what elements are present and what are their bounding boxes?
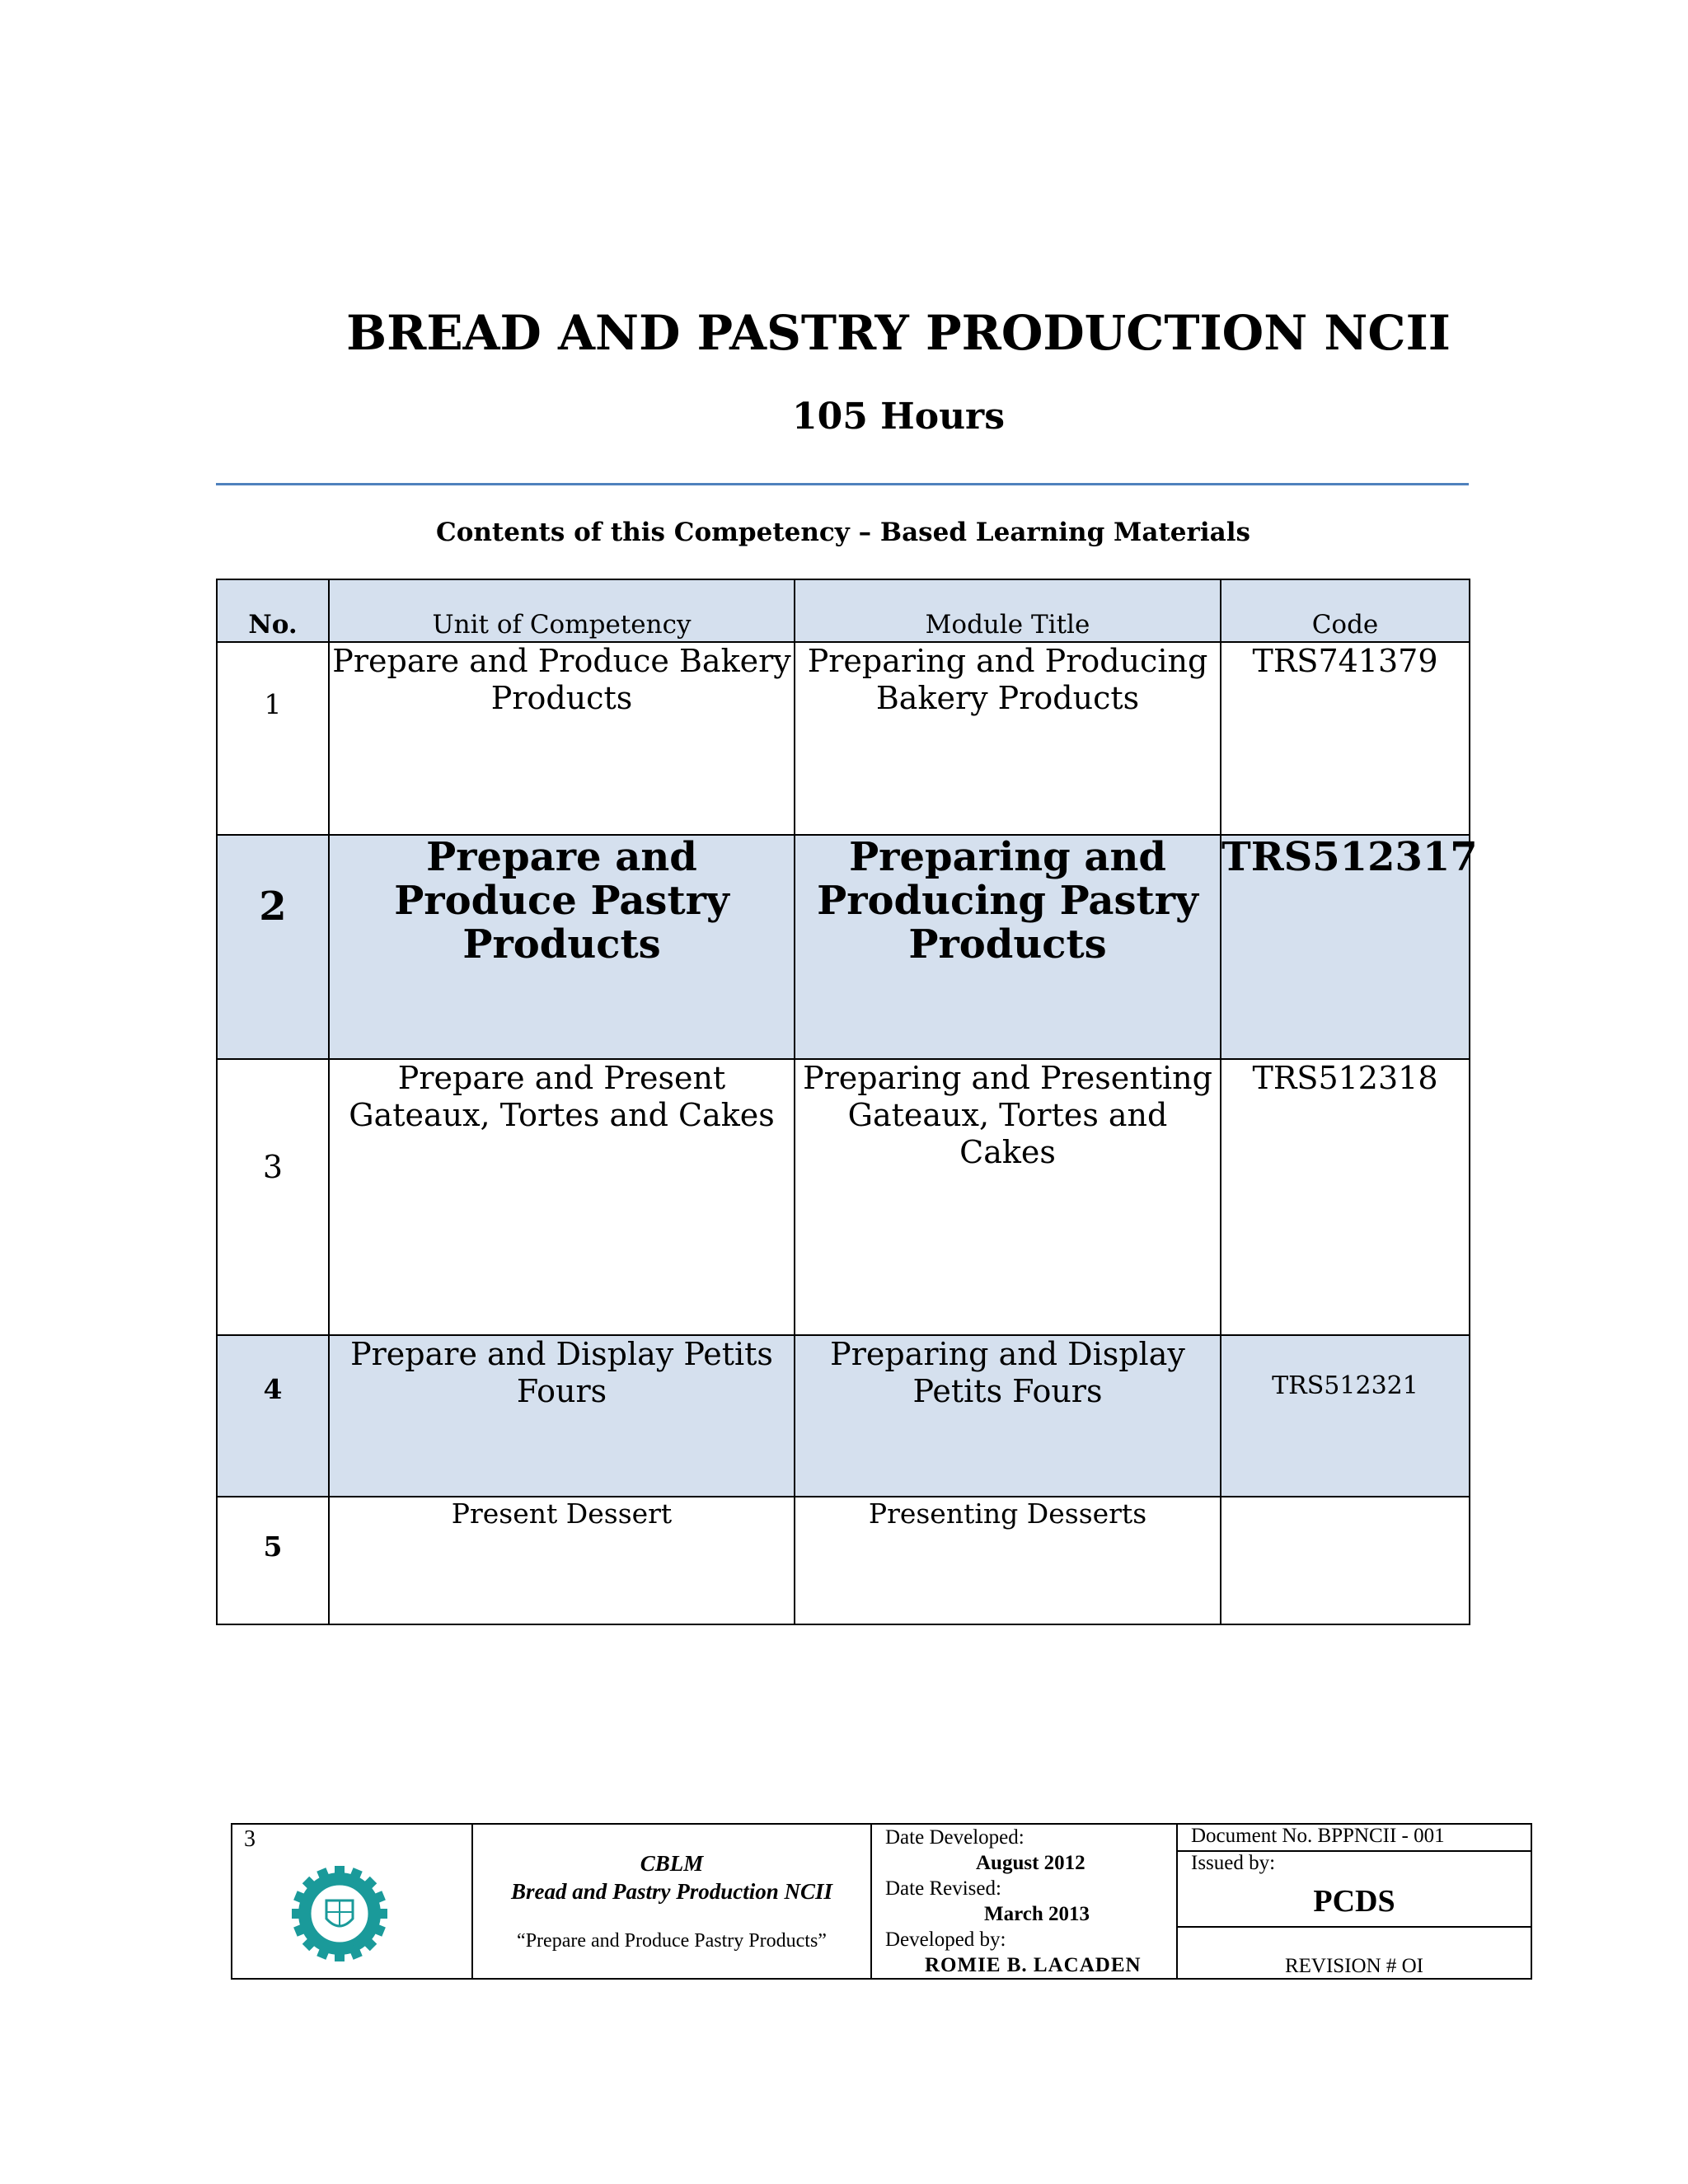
cblm-label: CBLM [640,1851,704,1876]
module-code: TRS512321 [1221,1335,1470,1497]
footer-title-cell [472,1824,871,1979]
unit-of-competency: Prepare and Display Petits Fours [329,1335,795,1497]
unit-of-competency: Prepare and Produce Pastry Products [329,835,795,1059]
date-revised: March 2013 [984,1903,1090,1925]
table-row [217,1059,1470,1335]
unit-of-competency: Prepare and Present Gateaux, Tortes and Cakes [329,1059,795,1335]
module-code: TRS512318 [1221,1059,1470,1335]
college-seal-icon [290,1864,389,1963]
issued-by-cell [1177,1851,1531,1927]
revision-number: REVISION # OI [1177,1927,1531,1979]
footer-dates-cell [871,1824,1177,1979]
table-header-row [217,579,1470,642]
column-header-unit: Unit of Competency [329,579,795,642]
date-revised-label: Date Revised: [885,1877,1001,1900]
module-title: Preparing and Presenting Gateaux, Tortes and Cakes [795,1059,1221,1335]
module-code: TRS741379 [1221,642,1470,835]
title-divider [216,483,1469,485]
column-header-module: Module Title [795,579,1221,642]
table-row [217,1497,1470,1624]
document-title: BREAD AND PASTRY PRODUCTION NCII [346,305,1451,361]
row-number: 4 [217,1335,329,1497]
unit-of-competency: Present Dessert [329,1497,795,1624]
issued-by-label: Issued by: [1191,1851,1276,1874]
table-row [217,642,1470,835]
developed-by-label: Developed by: [885,1929,1006,1951]
module-title: Preparing and Producing Pastry Products [795,835,1221,1059]
contents-heading: Contents of this Competency – Based Learning Materials [436,518,1250,547]
date-developed: August 2012 [976,1852,1085,1874]
row-number: 2 [217,835,329,1059]
table-row [217,835,1470,1059]
module-title: Presenting Desserts [795,1497,1221,1624]
column-header-no: No. [217,579,329,642]
page-number: 3 [244,1826,256,1852]
module-title: Preparing and Producing Bakery Products [795,642,1221,835]
row-number: 5 [217,1497,329,1624]
date-developed-label: Date Developed: [885,1826,1025,1849]
module-quote: “Prepare and Produce Pastry Products” [517,1930,827,1952]
course-name: Bread and Pastry Production NCII [510,1879,833,1904]
column-header-code: Code [1221,579,1470,642]
module-code: TRS512317 [1221,835,1470,1059]
footer-logo-cell [232,1824,472,1979]
developer-name: ROMIE B. LACADEN [925,1954,1142,1976]
competency-table [216,579,1478,1625]
course-hours: 105 Hours [791,396,1006,438]
table-row [217,1335,1470,1497]
module-title: Preparing and Display Petits Fours [795,1335,1221,1497]
unit-of-competency: Prepare and Produce Bakery Products [329,642,795,835]
document-footer [231,1823,1532,1980]
module-code [1221,1497,1470,1624]
row-number: 3 [217,1059,329,1335]
row-number: 1 [217,642,329,835]
document-number: Document No. BPPNCII - 001 [1177,1824,1531,1851]
issuer-name: PCDS [1313,1883,1395,1919]
